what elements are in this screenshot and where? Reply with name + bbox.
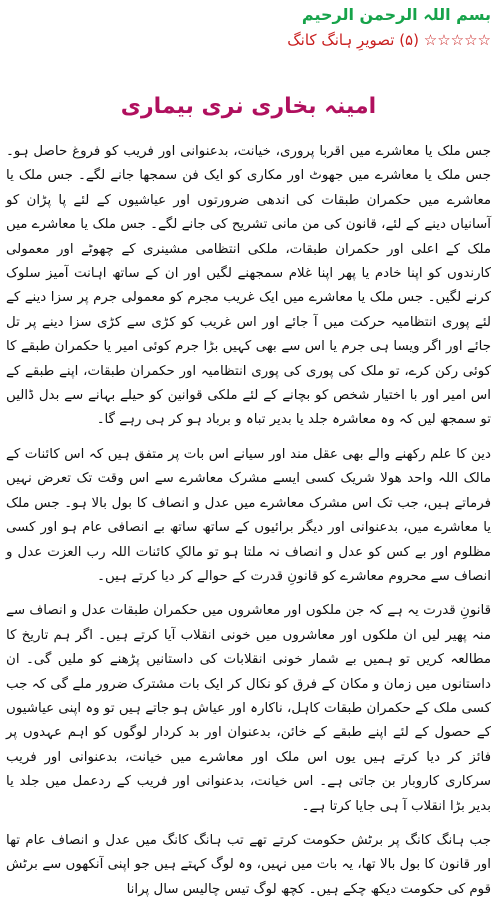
series-line — [287, 30, 491, 50]
article-title: امینہ بخاری نری بیماری — [120, 94, 377, 119]
paragraph: جس ملک یا معاشرے میں اقربا پروری، خیانت، بدعنوانی اور فریب کو فروغ حاصل ہو۔ جس ملک یا معاشرے میں جھوٹ اور مکاری کو ایک فن سمجھا جانے لگے۔ جس ملک یا معاشرے میں حکمران طبقات کی اندھی ضرورتوں اور عیاشیوں کے لئے پا پڑان کو آسانیاں دینے کے لئے، قانون کی من مانی تشریح کی جانے لگے۔ جس ملک یا معاشرے میں ملک کے اعلی اور حکمران طبقات، ملکی انتظامی مشینری کے چھوٹے اور معمولی کارندوں کو اپنا خادم یا پھر اپنا غلام سمجھنے لگیں اور ان کے ساتھ اہانت آمیز سلوک کرنے لگیں۔ جس ملک یا معاشرے میں ایک غریب مجرم کو معمولی جرم پر سزا دینے کے لئے پوری انتظامیہ حرکت میں آ جائے اور اس غریب کو کڑی سے کڑی سزا دینے پر تل جائے اور اگر ویسا ہی جرم یا اس سے بھی کہیں بڑا جرم کوئی امیر یا حکمران طبقے کا کوئی رکن کرے، تو ملک کی پوری کی پوری انتظامیہ اور حکمران طبقات، اپنے طبقے کے اس امیر اور با اختیار شخص کو بچانے کے لئے ملکی قوانین کو حیلے بہانے سے بدل ڈالیں تو سمجھ لیں کہ وہ معاشرہ جلد یا بدیر تباہ و برباد ہو کر ہی رہے گا۔ — [6, 144, 491, 428]
paragraph: دین کا علم رکھنے والے بھی عقل مند اور سیانے اس بات پر متفق ہیں کہ اس کائنات کے مالک اللہ واحد ھولا شریک کسی ایسے مشرک معاشرے سے اس وقت تک تعرض نہیں فرماتے ہیں، جب تک اس مشرک معاشرے میں عدل و انصاف کا بول بالا ہو۔ جس ملک یا معاشرے میں، بدعنوانی اور دیگر برائیوں کے ساتھ ساتھ بے انصافی عام ہو اور کسی مظلوم اور بے کس کو عدل و انصاف نہ ملتا ہو تو مالکِ کائنات اللہ رب العزت عدل و انصاف سے محروم معاشرے کو قانونِ قدرت کے حوالے کر دیا کرتے ہیں۔ — [6, 446, 491, 584]
article-body — [6, 140, 491, 912]
paragraph: قانونِ قدرت یہ ہے کہ جن ملکوں اور معاشروں میں حکمران طبقات عدل و انصاف سے منہ پھیر لیں ان ملکوں اور معاشروں میں خونی انقلاب آیا کرتے ہیں۔ اگر ہم تاریخ کا مطالعہ کریں تو ہمیں بے شمار خونی انقلابات کی داستانیں پڑھنے کو ملیں گی۔ ان داستانوں میں زمان و مکان کے فرق کو نکال کر ایک بات مشترک ضرور ملے گی کہ جب کسی ملک کے حکمران طبقات کاہل، ناکارہ اور عیاش ہو جاتے ہیں تو وہ اپنی عیاشیوں کے حصول کے لئے اپنے طبقے کے خائن، بدعنوان اور بد کردار لوگوں کو اہم عہدوں پر فائز کر دیا کرتے ہیں یوں اس ملک اور معاشرے میں خیانت، بدعنوانی اور فریب سرکاری کاروبار بن جاتی ہے۔ اس خیانت، بدعنوانی اور فریب کے ردعمل میں جلد یا بدیر بڑا انقلاب آ ہی جایا کرتا ہے۔ — [6, 603, 491, 814]
series-label: (۵) تصویرِ ہانگ کانگ — [287, 31, 419, 49]
paragraph: جب ہانگ کانگ پر برٹش حکومت کرتے تھے تب ہانگ کانگ میں عدل و انصاف عام تھا اور قانون کا بول بالا تھا، یہ بات میں نہیں، وہ لوگ کہتے ہیں جو اپنی آنکھوں سے برٹش قوم کی حکومت دیکھ چکے ہیں۔ کچھ لوگ تیس چالیس سال پرانا — [6, 832, 491, 897]
bismillah-heading: بسم اللہ الرحمن الرحیم — [301, 5, 491, 24]
rating-stars: ☆☆☆☆☆ — [423, 31, 491, 49]
